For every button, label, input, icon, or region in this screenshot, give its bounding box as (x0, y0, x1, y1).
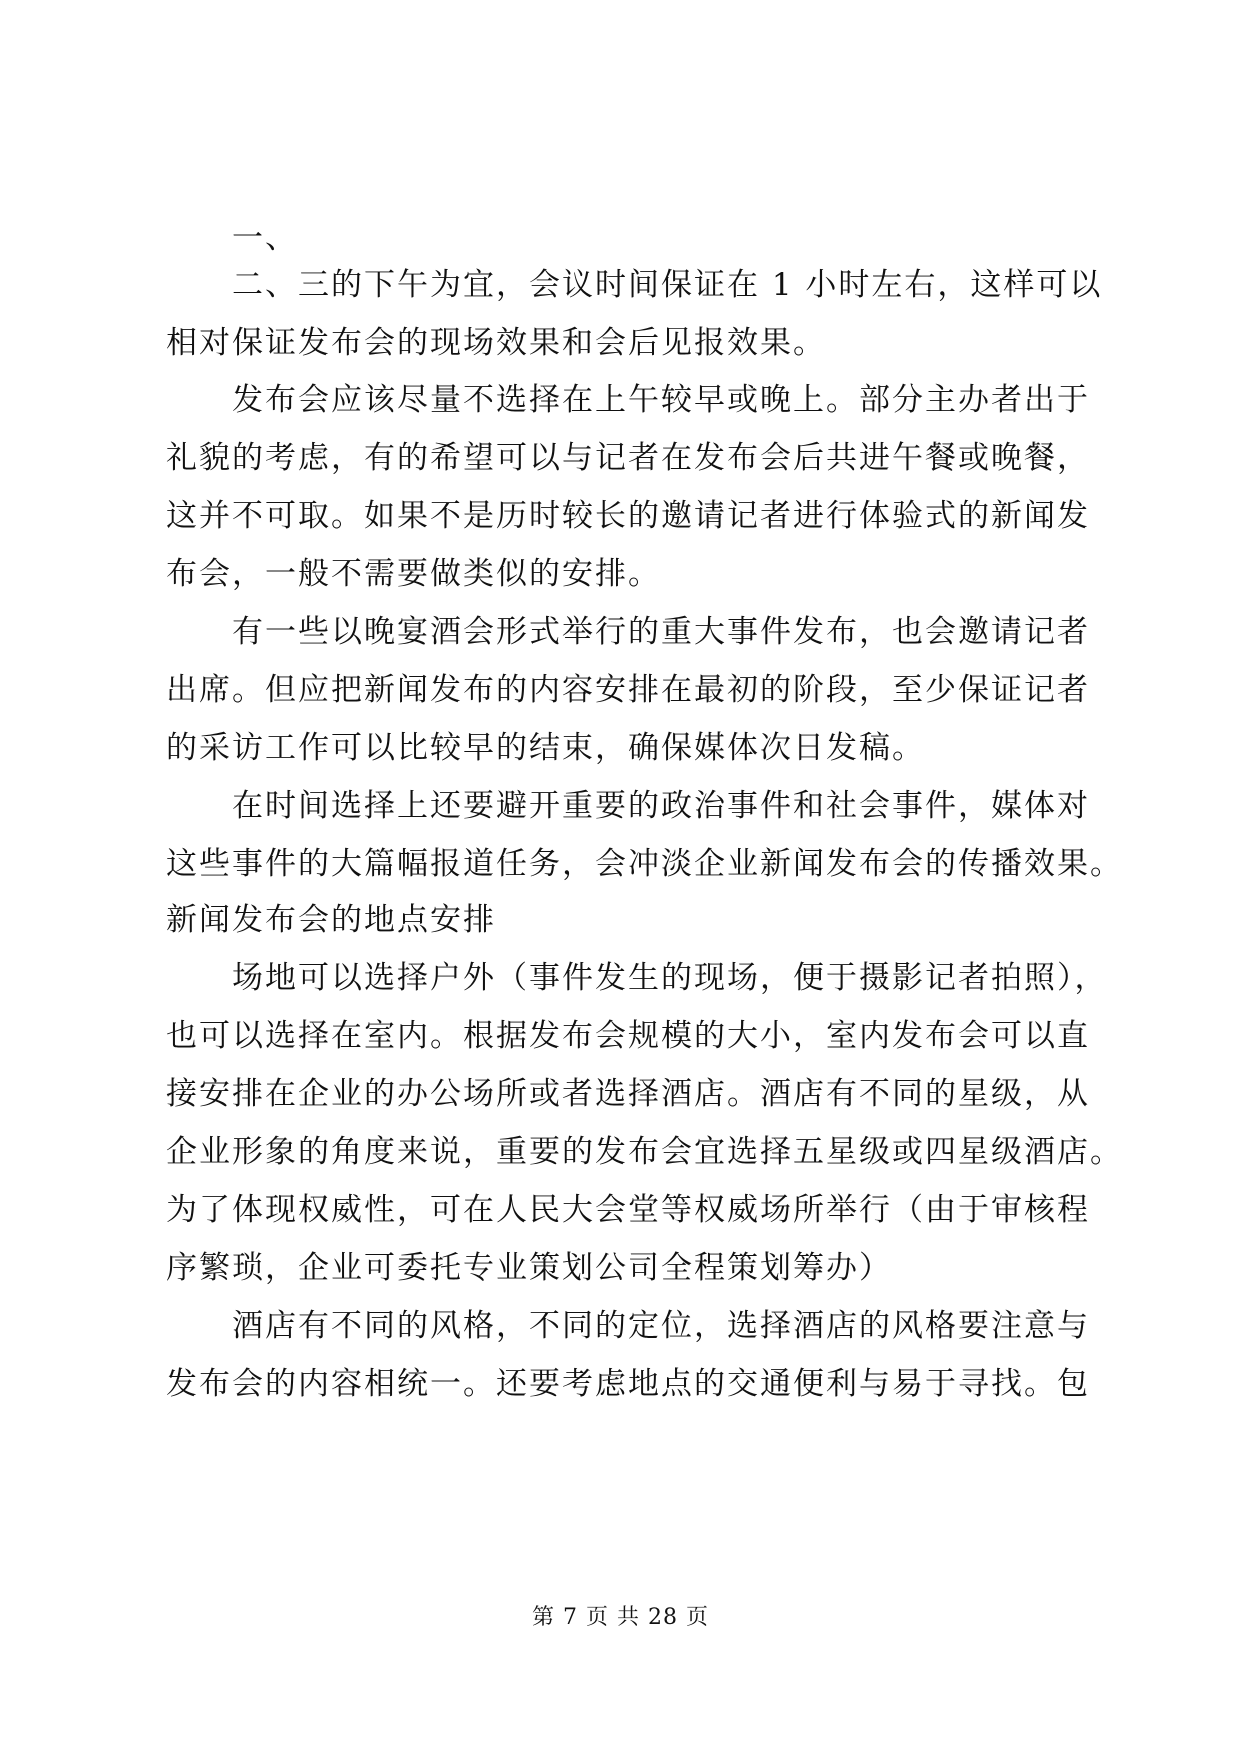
text-line: 企业形象的角度来说，重要的发布会宜选择五星级或四星级酒店。 (166, 1134, 1123, 1170)
page-number-footer: 第 7 页 共 28 页 (532, 1605, 709, 1630)
text-line: 为了体现权威性，可在人民大会堂等权威场所举行（由于审核程 (166, 1192, 1090, 1228)
text-line: 有一些以晚宴酒会形式举行的重大事件发布，也会邀请记者 (232, 614, 1090, 650)
text-line: 礼貌的考虑，有的希望可以与记者在发布会后共进午餐或晚餐， (166, 440, 1090, 476)
text-line: 酒店有不同的风格，不同的定位，选择酒店的风格要注意与 (232, 1308, 1090, 1344)
text-line: 接安排在企业的办公场所或者选择酒店。酒店有不同的星级，从 (166, 1076, 1090, 1112)
section-heading: 新闻发布会的地点安排 (166, 902, 496, 938)
text-line: 这些事件的大篇幅报道任务，会冲淡企业新闻发布会的传播效果。 (166, 846, 1123, 882)
text-line: 出席。但应把新闻发布的内容安排在最初的阶段，至少保证记者 (166, 672, 1090, 708)
text-line: 这并不可取。如果不是历时较长的邀请记者进行体验式的新闻发 (166, 498, 1090, 534)
text-line: 的采访工作可以比较早的结束，确保媒体次日发稿。 (166, 730, 925, 766)
text-line: 一、 (232, 220, 298, 256)
text-line: 二、三的下午为宜，会议时间保证在 1 小时左右，这样可以 (232, 267, 1103, 303)
text-line: 场地可以选择户外（事件发生的现场，便于摄影记者拍照）， (232, 960, 1108, 996)
text-line: 布会，一般不需要做类似的安排。 (166, 556, 661, 592)
text-line: 在时间选择上还要避开重要的政治事件和社会事件，媒体对 (232, 788, 1090, 824)
text-line: 发布会的内容相统一。还要考虑地点的交通便利与易于寻找。包 (166, 1366, 1090, 1402)
text-line: 相对保证发布会的现场效果和会后见报效果。 (166, 325, 826, 361)
text-line: 发布会应该尽量不选择在上午较早或晚上。部分主办者出于 (232, 382, 1090, 418)
text-line: 序繁琐，企业可委托专业策划公司全程策划筹办） (166, 1250, 892, 1286)
text-line: 也可以选择在室内。根据发布会规模的大小，室内发布会可以直 (166, 1018, 1090, 1054)
